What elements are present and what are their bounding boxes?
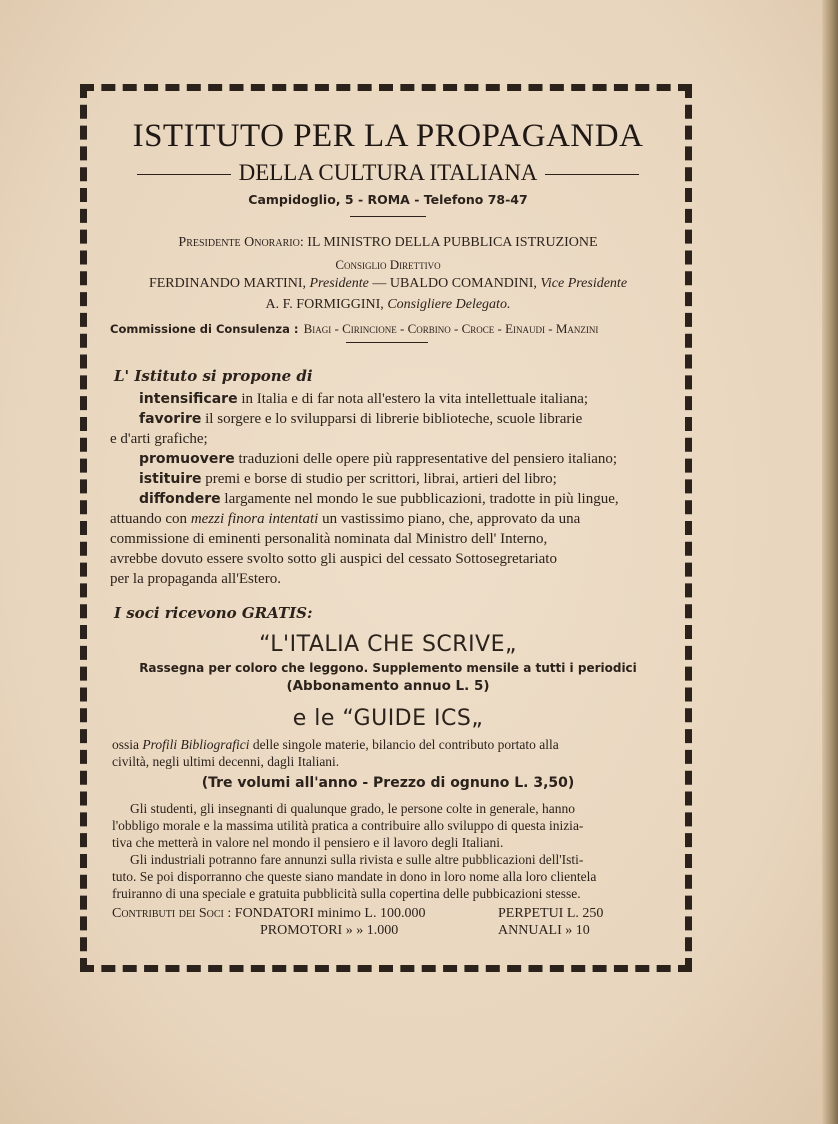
aim-istituire: istituire premi e borse di studio per scrittori, librai, artieri del libro; xyxy=(139,471,557,487)
appeal-p1-l2: l'obbligo morale e la massima utilità pratica a contribuire allo sviluppo di questa inizia- xyxy=(112,818,584,833)
aim-favorire-cont: e d'arti grafiche; xyxy=(110,431,208,447)
appeal-p2-l2: tuto. Se poi disporranno che queste siano mandate in dono in loro nome alla loro clientela xyxy=(112,869,597,884)
annuali: ANNUALI » 10 xyxy=(498,923,590,938)
divider-rule xyxy=(350,216,426,217)
contributi-line-1: Contributi dei Soci : FONDATORI minimo L. 100.000 xyxy=(112,906,426,921)
aim-line-10: per la propaganda all'Estero. xyxy=(110,571,281,587)
aims-intro: L' Istituto si propone di xyxy=(114,367,313,385)
rivista-title: “L'ITALIA CHE SCRIVE„ xyxy=(259,632,517,657)
aim-favorire: favorire il sorgere e lo svilupparsi di librerie biblioteche, scuole librarie xyxy=(139,411,583,427)
perpetui: PERPETUI L. 250 xyxy=(498,906,604,921)
guide-desc-2: civiltà, negli ultimi decenni, dagli Italiani. xyxy=(112,754,340,769)
aim-line-9: avrebbe dovuto essere svolto sotto gli auspici del cessato Sottosegretariato xyxy=(110,551,557,567)
guide-price: (Tre volumi all'anno - Prezzo di ognuno L. 3,50) xyxy=(201,775,575,791)
aim-intensificare: intensificare in Italia e di far nota all'estero la vita intellettuale italiana; xyxy=(139,391,589,407)
guide-title: e le “GUIDE ICS„ xyxy=(292,706,484,731)
commissione-line: Commissione di Consulenza : Biagi - Cirincione - Corbino - Croce - Einaudi - Manzini xyxy=(110,321,599,336)
institute-title: ISTITUTO PER LA PROPAGANDA xyxy=(132,118,644,154)
book-spine-edge xyxy=(822,0,838,1124)
aim-diffondere: diffondere largamente nel mondo le sue pubblicazioni, tradotte in più lingue, xyxy=(139,491,619,507)
consiglio-heading: Consiglio Direttivo xyxy=(335,257,441,272)
soci-intro: I soci ricevono GRATIS: xyxy=(114,604,313,622)
guide-desc-1: ossia Profili Bibliografici delle singole materie, bilancio del contributo portato alla xyxy=(112,737,559,752)
aim-line-7: attuando con mezzi finora intentati un vastissimo piano, che, approvato da una xyxy=(110,511,581,527)
abbonamento: (Abbonamento annuo L. 5) xyxy=(286,678,490,694)
appeal-p1-l1: Gli studenti, gli insegnanti di qualunque grado, le persone colte in generale, hanno xyxy=(130,801,576,816)
martini-comandini-line: FERDINANDO MARTINI, Presidente — UBALDO COMANDINI, Vice Presidente xyxy=(148,276,628,291)
formiggini-line: A. F. FORMIGGINI, Consigliere Delegato. xyxy=(265,297,511,312)
rivista-subtitle: Rassegna per coloro che leggono. Supplemento mensile a tutti i periodici xyxy=(139,661,637,675)
appeal-p2-l3: fruiranno di una speciale e gratuita pubblicità sulla copertina delle pubbicazioni stesse. xyxy=(112,886,581,901)
appeal-p2-l1: Gli industriali potranno fare annunzi sulla rivista e sulle altre pubblicazioni dell'Isti- xyxy=(130,852,584,867)
aim-promuovere: promuovere traduzioni delle opere più rappresentative del pensiero italiano; xyxy=(139,451,618,467)
left-rule xyxy=(137,174,231,175)
institute-address: Campidoglio, 5 - ROMA - Telefono 78-47 xyxy=(248,192,528,207)
aim-line-8: commissione di eminenti personalità nominata dal Ministro dell' Interno, xyxy=(110,531,548,547)
appeal-p1-l3: tiva che metterà in valore nel mondo il pensiero e il lavoro degli Italiani. xyxy=(112,835,504,850)
promotori: PROMOTORI » » 1.000 xyxy=(260,923,399,938)
institute-subtitle: DELLA CULTURA ITALIANA xyxy=(110,160,666,186)
divider-rule xyxy=(346,342,428,343)
presidente-line: Presidente Onorario: IL MINISTRO DELLA PUBBLICA ISTRUZIONE xyxy=(178,235,598,250)
right-rule xyxy=(545,174,639,175)
